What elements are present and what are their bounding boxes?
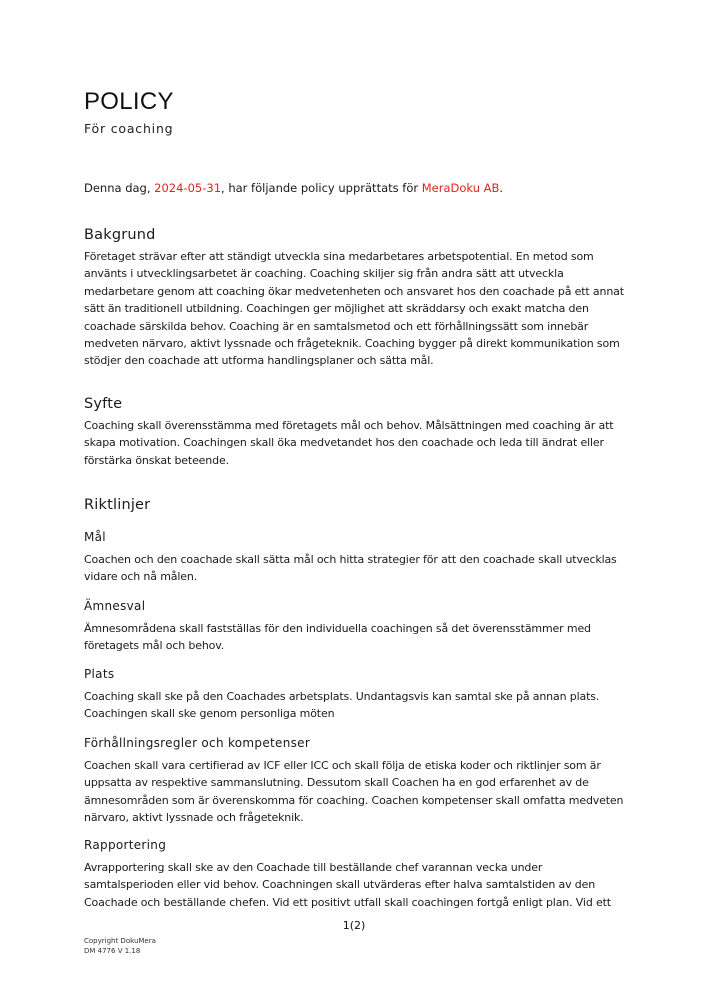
intro-middle: , har följande policy upprättats för [221,181,422,195]
paragraph-syfte: Coaching skall överensstämma med företagets mål och behov. Målsättningen med coaching är att skapa motivation. Coachingen skall öka medvetandet hos den coachade och leda till ändrat eller förstärka önskat beteende. [84,419,614,467]
subheading-regler: Förhållningsregler och kompetenser [84,736,311,750]
paragraph-regler: Coachen skall vara certifierad av ICF eller ICC och skall följa de etiska koder och riktlinjer som är uppsatta av respektive sammanslutning. Dessutom skall Coachen ha en god erfarenhet av de ämnesområden som är överenskomma för coaching. Coachen kompetenser skall omfatta medveten närvaro, aktivt lyssnade och frågeteknik. [84,759,624,825]
intro-suffix: . [499,181,504,195]
heading-riktlinjer: Riktlinjer [84,497,151,513]
footer-copyright: Copyright DokuMera [84,937,156,945]
heading-syfte: Syfte [84,396,123,412]
paragraph-plats: Coaching skall ske på den Coachades arbetsplats. Undantagsvis kan samtal ske på annan plats. Coachingen skall ske genom personliga möten [84,690,600,721]
footer-doc-id: DM 4776 V 1.18 [84,947,141,955]
intro-sentence [84,180,503,197]
paragraph-mal: Coachen och den coachade skall sätta mål och hitta strategier för att den coachade skall utvecklas vidare och nå målen. [84,553,617,584]
intro-prefix: Denna dag, [84,181,155,195]
policy-date: 2024-05-31 [154,181,222,195]
heading-bakgrund: Bakgrund [84,227,156,243]
paragraph-amnesval: Ämnesområdena skall fastställas för den individuella coachingen så det överensstämmer med företagets mål och behov. [84,622,591,653]
subheading-plats: Plats [84,667,115,681]
page-number: 1(2) [342,919,366,932]
footer [84,936,156,956]
paragraph-bakgrund: Företaget strävar efter att ständigt utveckla sina medarbetares arbetspotential. En metod som använts i utvecklingsarbetet är coaching. Coaching skiljer sig från andra sätt att utveckla medarbetare genom att coaching ökar medvetenheten och ansvaret hos den coachade på ett annat sätt än traditionell utbildning. Coachingen ger möjlighet att skräddarsy och exakt matcha den coachade särskilda behov. Coaching är en samtalsmetod och ett förhållningssätt som innebär medveten närvaro, aktivt lyssnade och frågeteknik. Coaching bygger på direkt kommunikation som stödjer den coachade att utforma handlingsplaner och sätta mål. [84,250,624,368]
page-subtitle: För coaching [84,121,174,136]
paragraph-rapportering: Avrapportering skall ske av den Coachade till beställande chef varannan vecka under samtalsperioden eller vid behov. Coachningen skall utvärderas efter halva samtalstiden av den Coachade och beställande chefen. Vid ett positivt utfall skall coachingen fortgå enligt plan. Vid ett [84,861,611,909]
company-name: MeraDoku AB [421,181,500,195]
subheading-mal: Mål [84,530,106,544]
page-title: POLICY [84,88,174,115]
subheading-rapportering: Rapportering [84,838,167,852]
subheading-amnesval: Ämnesval [84,599,146,613]
